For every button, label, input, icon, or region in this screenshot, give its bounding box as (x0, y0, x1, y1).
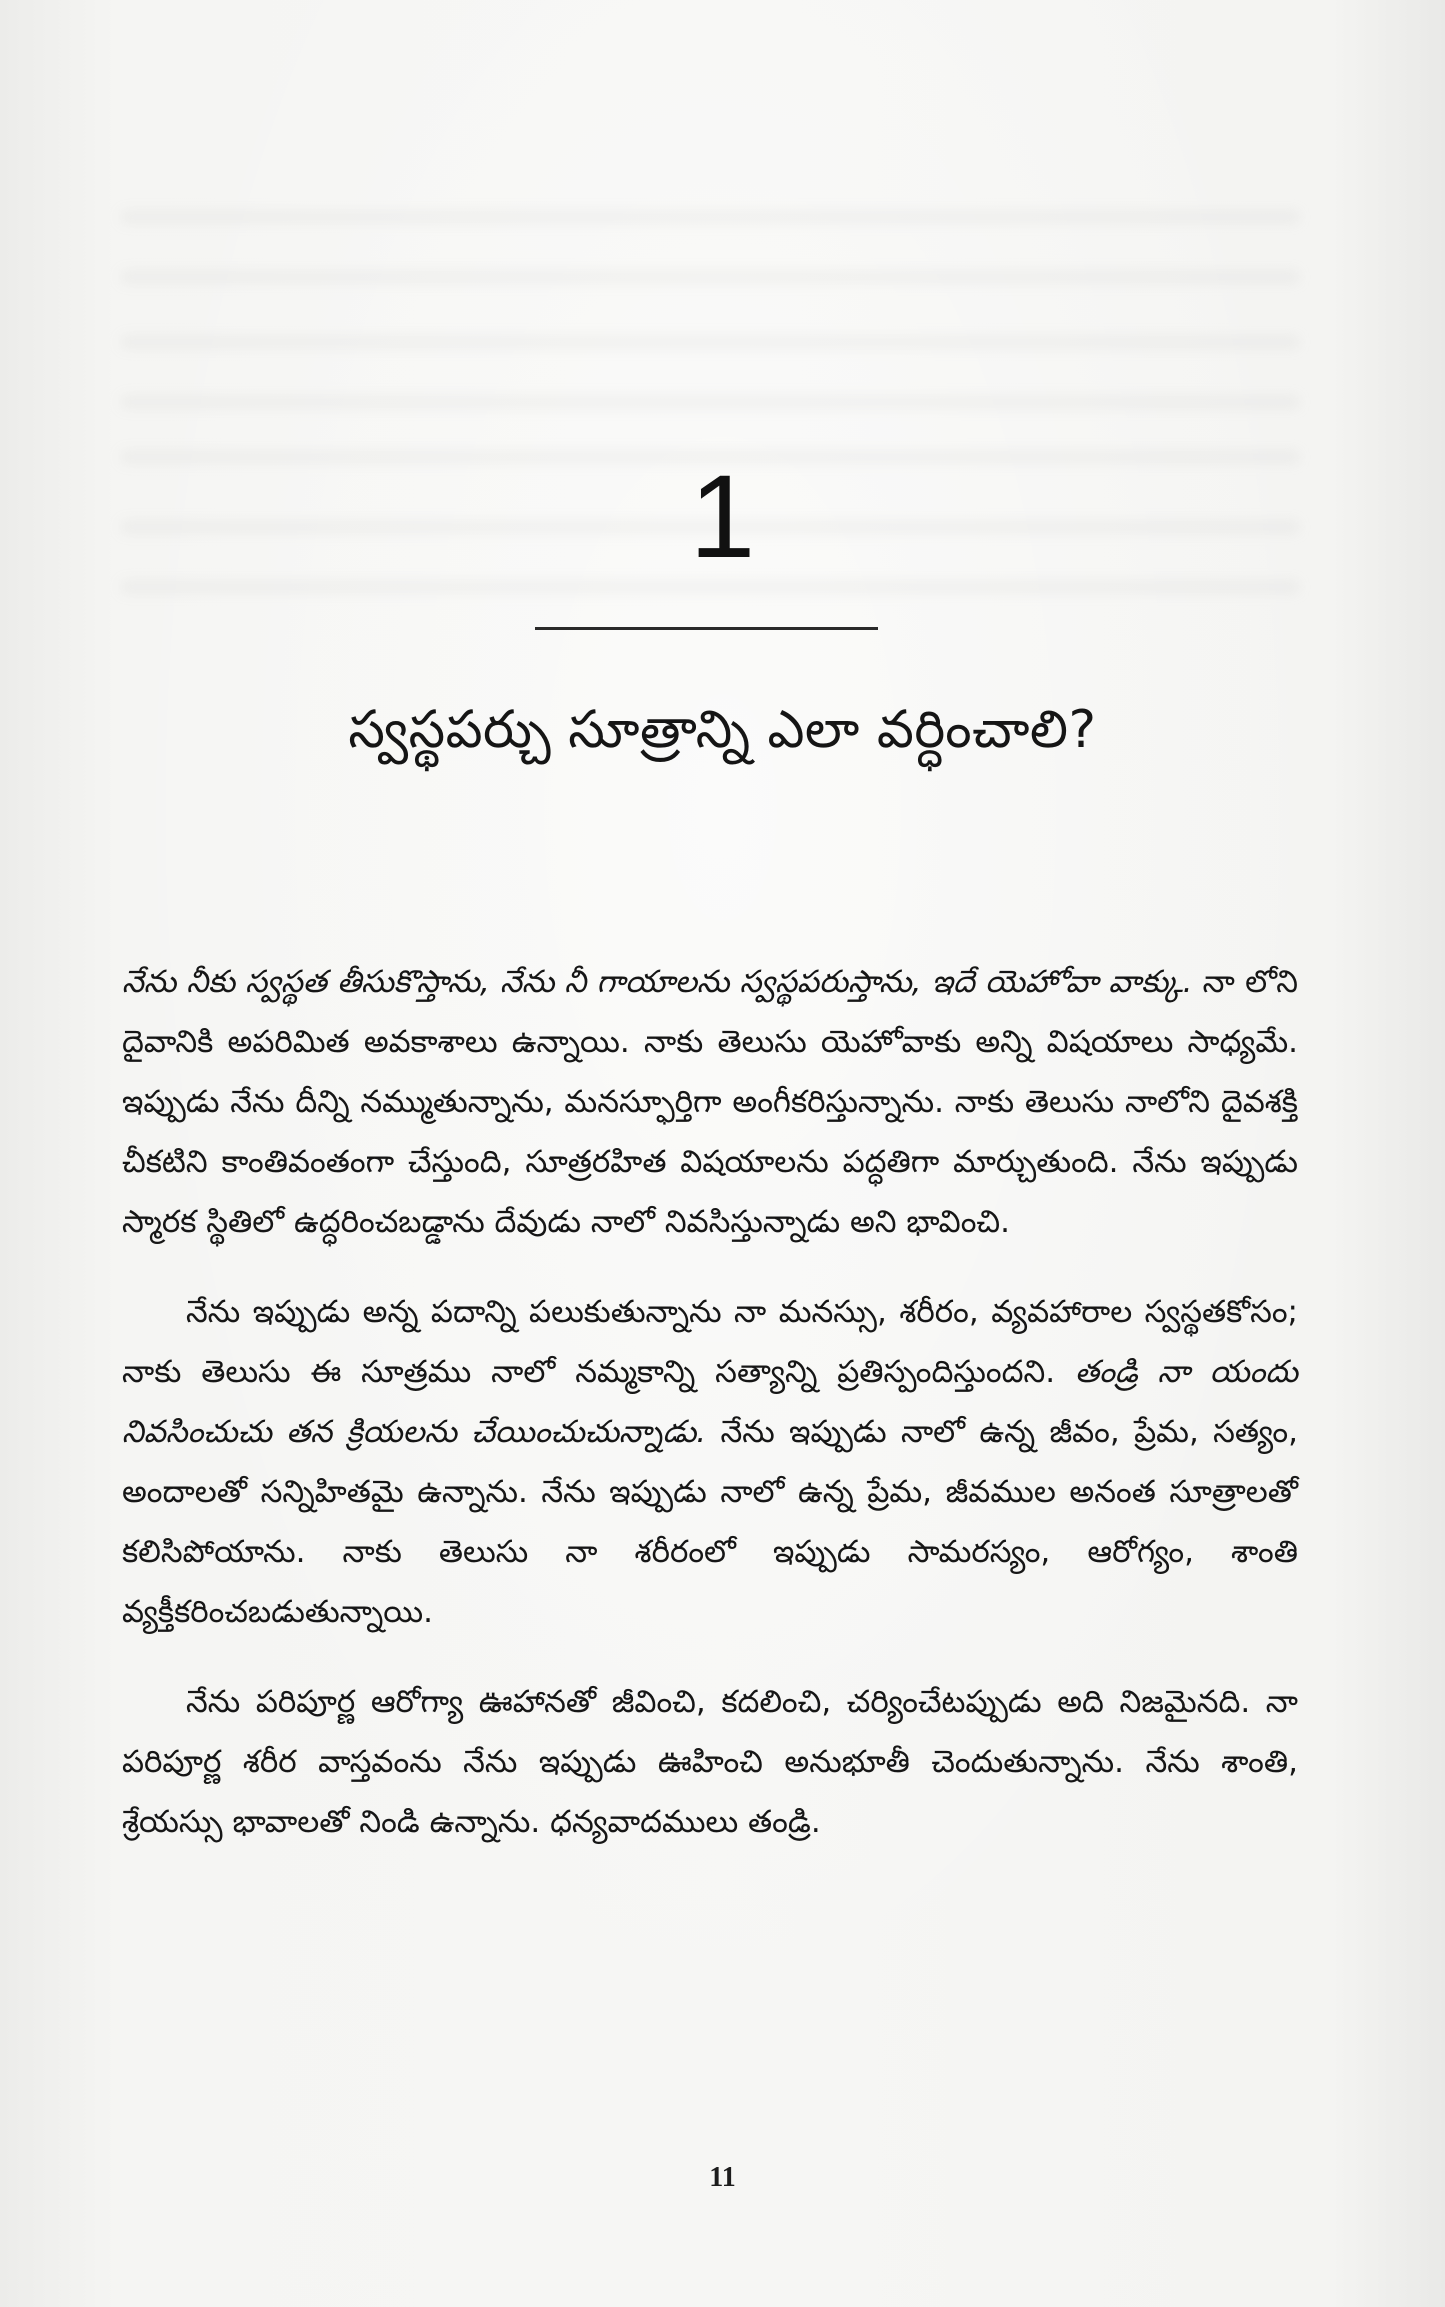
scripture-quote: నేను నీకు స్వస్థత తీసుకొస్తాను, నేను నీ గాయాలను స్వస్థపరుస్తాను, ఇదే యెహోవా వాక్కు. (122, 964, 1193, 1000)
show-through-band (120, 210, 1300, 224)
paragraph-text: నేను పరిపూర్ణ ఆరోగ్యా ఊహానతో జీవించి, కదలించి, చర్యించేటప్పుడు అది నిజమైనది. నా పరిపూర్ణ శరీర వాస్తవంను నేను ఇప్పుడు ఊహించి అనుభూతీ చెందుతున్నాను. నేను శాంతి, శ్రేయస్సు భావాలతో నిండి ఉన్నాను. ధన్యవాదములు తండ్రి. (122, 1684, 1298, 1840)
scripture-quote: తండ్రి నా యందు నివసించుచు తన క్రియలను చేయించుచున్నాడు. (122, 1354, 1298, 1450)
show-through-band (120, 395, 1300, 409)
paragraph-text: నేను ఇప్పుడు నాలో ఉన్న జీవం, ప్రేమ, సత్యం, అందాలతో సన్నిహితమై ఉన్నాను. నేను ఇప్పుడు నాలో ఉన్న ప్రేమ, జీవముల అనంత సూత్రాలతో కలిసిపోయాను. నాకు తెలుసు నా శరీరంలో ఇప్పుడు సామరస్యం, ఆరోగ్యం, శాంతి వ్యక్తీకరించబడుతున్నాయి. (122, 1414, 1298, 1630)
paragraph-3 (122, 1672, 1298, 1852)
paragraph-1 (122, 952, 1298, 1252)
chapter-title: స్వస్థపర్చు సూత్రాన్ని ఎలా వర్ధించాలి? (348, 700, 1097, 760)
chapter-divider (535, 627, 878, 630)
page-number: 11 (709, 2162, 736, 2193)
paragraph-text: నేను ఇప్పుడు అన్న పదాన్ని పలుకుతున్నాను నా మనస్సు, శరీరం, వ్యవహారాల స్వస్థతకోసం; నాకు తెలుసు ఈ సూత్రము నాలో నమ్మకాన్ని సత్యాన్ని ప్రతిస్పందిస్తుందని. (122, 1294, 1299, 1390)
paragraph-2 (122, 1282, 1298, 1642)
chapter-number: 1 (689, 451, 756, 583)
chapter-body (122, 952, 1298, 1882)
show-through-band (120, 270, 1300, 284)
show-through-band (120, 335, 1300, 349)
paragraph-text: నా లోని దైవానికి అపరిమిత అవకాశాలు ఉన్నాయి. నాకు తెలుసు యెహోవాకు అన్ని విషయాలు సాధ్యమే. ఇప్పుడు నేను దీన్ని నమ్ముతున్నాను, మనస్ఫూర్తిగా అంగీకరిస్తున్నాను. నాకు తెలుసు నాలోని దైవశక్తి చీకటిని కాంతివంతంగా చేస్తుంది, సూత్రరహిత విషయాలను పద్ధతిగా మార్చుతుంది. నేను ఇప్పుడు స్మారక స్థితిలో ఉద్ధరించబడ్డాను దేవుడు నాలో నివసిస్తున్నాడు అని భావించి. (122, 964, 1298, 1240)
